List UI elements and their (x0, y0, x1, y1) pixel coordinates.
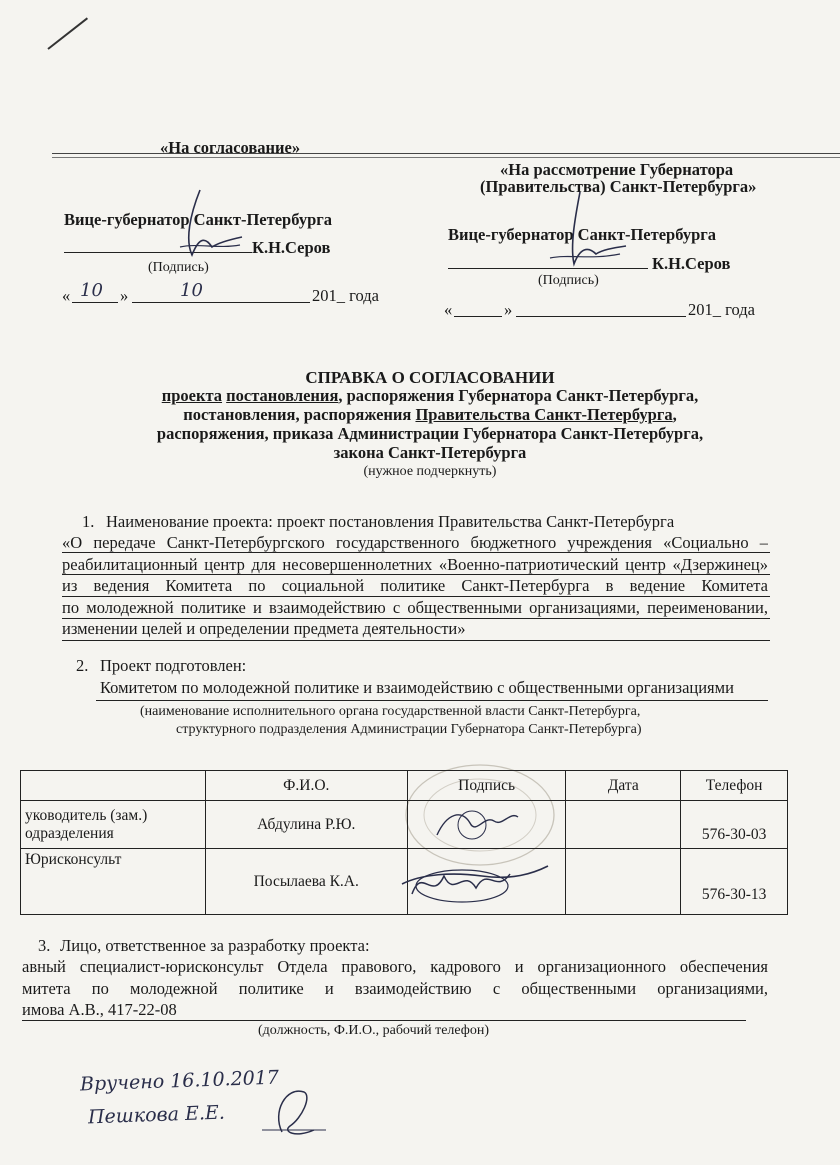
document-title: СПРАВКА О СОГЛАСОВАНИИ (305, 368, 555, 387)
scan-mark (47, 17, 88, 49)
section3-responsible (22, 956, 768, 1021)
row-name: Посылаева К.А. (205, 849, 407, 915)
title-line-1 (0, 386, 840, 406)
table-row (21, 849, 788, 915)
section2-rule (96, 700, 768, 701)
title-line-1-c: , распоряжения Губернатора Санкт-Петербурга, (338, 386, 699, 405)
row-date (566, 849, 681, 915)
title-line-2-b: Правительства Санкт-Петербурга (415, 405, 673, 424)
approval-left-signature (170, 185, 250, 265)
project-line-2: реабилитационный центр для несовершеннолетних «Военно-патриотический центр «Дзержинец» (62, 554, 768, 574)
project-line-4: по молодежной политике и взаимодействию с общественными организациями, переименовании, (62, 597, 768, 617)
title-line-4: закона Санкт-Петербурга (333, 443, 527, 462)
section2-caption-1: (наименование исполнительного органа государственной власти Санкт-Петербурга, (140, 704, 641, 719)
section3-rule (22, 1020, 746, 1021)
header-signature: Подпись (407, 771, 565, 801)
table-header-row (21, 771, 788, 801)
row-date (566, 801, 681, 849)
title-line-3: распоряжения, приказа Администрации Губернатора Санкт-Петербурга, (156, 424, 704, 443)
approval-right-date-year: 201_ года (688, 300, 755, 319)
row-phone: 576-30-03 (681, 801, 788, 849)
row-name: Абдулина Р.Ю. (205, 801, 407, 849)
approval-right-position: Вице-губернатор Санкт-Петербурга (448, 225, 716, 244)
section1-project-name (62, 532, 768, 640)
approval-left-date-year: 201_ года (312, 286, 379, 305)
handwritten-note-line-2: Пешкова Е.Е. (87, 1101, 226, 1129)
section1-label: Наименование проекта: проект постановления Правительства Санкт-Петербурга (106, 512, 675, 531)
approval-right-signature (530, 188, 630, 273)
approval-right-heading-2: (Правительства) Санкт-Петербурга» (480, 177, 757, 196)
title-line-2-a: постановления, распоряжения (183, 405, 416, 424)
title-note: (нужное подчеркнуть) (363, 464, 497, 479)
row-signature (407, 849, 565, 915)
approval-left-position: Вице-губернатор Санкт-Петербурга (64, 210, 332, 229)
row-signature-mark (392, 854, 552, 910)
approval-left-date-close: » (120, 286, 129, 305)
project-line-1: «О передаче Санкт-Петербургского государственного бюджетного учреждения «Социально – (62, 533, 768, 552)
approval-left-sign-caption: (Подпись) (148, 260, 209, 275)
section3-line-3: имова А.В., 417-22-08 (22, 1000, 177, 1019)
approval-right-date-close: » (504, 300, 513, 319)
project-rule-3 (62, 596, 770, 597)
title-line-1-a: проекта (161, 386, 223, 405)
row-role-line-2: одразделения (25, 824, 114, 842)
approval-right-name: К.Н.Серов (652, 254, 731, 273)
section3-label: Лицо, ответственное за разработку проекта: (60, 936, 370, 955)
handwritten-signature (252, 1082, 332, 1142)
header-role (21, 771, 206, 801)
approval-left-heading: «На согласование» (160, 138, 301, 157)
approval-right-date-day-line (454, 316, 502, 317)
row-role (21, 849, 206, 915)
header-name: Ф.И.О. (205, 771, 407, 801)
section1-number: 1. (82, 512, 95, 531)
section3-line-2: митета по молодежной политике и взаимодействию с общественными организациями, (22, 978, 768, 998)
title-line-2 (0, 405, 840, 425)
approval-right-date-open: « (444, 300, 453, 319)
project-line-3: из ведения Комитета по социальной политике Санкт-Петербурга в ведение Комитета (62, 576, 768, 595)
row-signature (407, 801, 565, 849)
table-row (21, 801, 788, 849)
approval-right-sign-caption: (Подпись) (538, 273, 599, 288)
signature-table (20, 770, 788, 915)
title-line-2-c: , (672, 405, 677, 424)
section2-caption-2: структурного подразделения Администрации Губернатора Санкт-Петербурга) (176, 722, 642, 737)
project-rule-1 (62, 552, 770, 553)
section3-caption: (должность, Ф.И.О., рабочий телефон) (258, 1023, 490, 1038)
section3-number: 3. (38, 936, 51, 955)
section2-number: 2. (76, 656, 89, 675)
approval-left-name: К.Н.Серов (252, 238, 331, 257)
row-role-line-1: Юрисконсульт (25, 851, 122, 868)
title-line-1-b: постановления (226, 386, 339, 405)
project-rule-4 (62, 618, 770, 619)
row-phone: 576-30-13 (681, 849, 788, 915)
approval-left-date-day: 10 (80, 280, 103, 301)
approval-left-date-month-line (132, 302, 310, 303)
project-line-5: изменении целей и определении предмета деятельности» (62, 619, 466, 638)
project-rule-5 (62, 640, 770, 641)
project-rule-2 (62, 574, 770, 575)
row-role-line-1: уководитель (зам.) (25, 806, 148, 824)
approval-left-date-open: « (62, 286, 71, 305)
approval-right-date-month-line (516, 316, 686, 317)
header-date: Дата (566, 771, 681, 801)
approval-left-date-month: 10 (180, 280, 203, 301)
handwritten-note-line-1: Вручено 16.10.2017 (79, 1066, 280, 1096)
approval-left-date-day-line (72, 302, 118, 303)
section2-label: Проект подготовлен: (100, 656, 247, 675)
section3-line-1: авный специалист-юрисконсульт Отдела правового, кадрового и организационного обеспечения (22, 957, 768, 976)
row-role (21, 801, 206, 849)
approval-right-heading-1: «На рассмотрение Губернатора (500, 160, 734, 179)
section2-value: Комитетом по молодежной политике и взаимодействию с общественными организациями (100, 678, 734, 697)
header-phone: Телефон (681, 771, 788, 801)
row-signature-mark (432, 805, 522, 845)
